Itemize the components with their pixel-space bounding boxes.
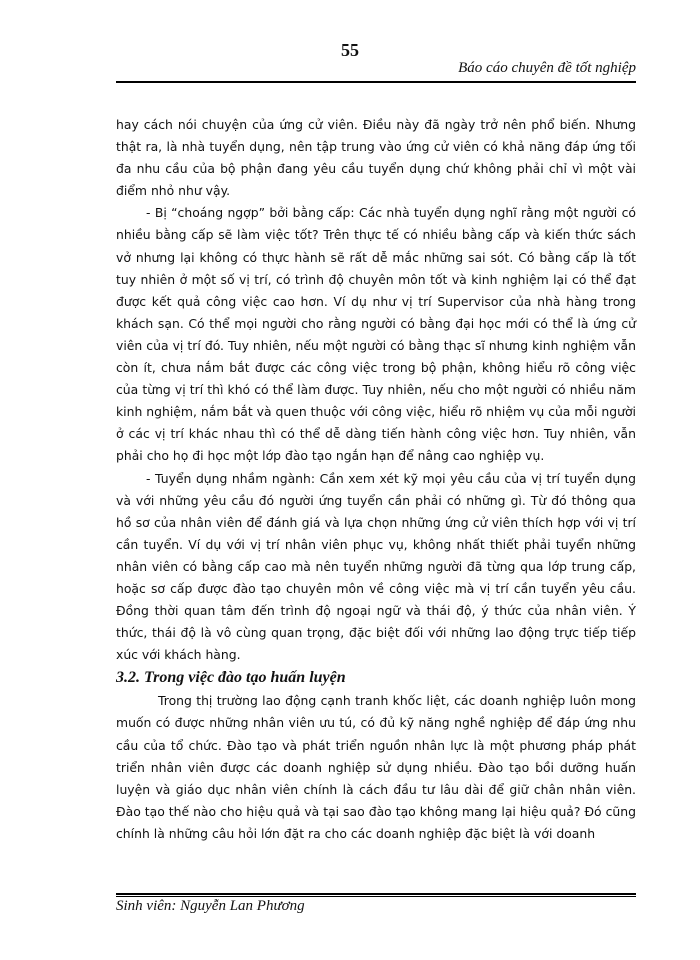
header-rule — [116, 81, 636, 83]
footer-rule-thin — [116, 896, 636, 897]
page-number: 55 — [341, 40, 359, 60]
document-body — [116, 114, 636, 845]
paragraph-2: - Bị “choáng ngợp” bởi bằng cấp: Các nhà tuyển dụng nghĩ rằng một người có nhiều bằng cấp sẽ làm việc tốt? Trên thực tế có nhiều bằng cấp và kiến thức sách vở nhưng lại không có thực hành sẽ rất dễ mắc những sai sót. Có bằng cấp là tốt tuy nhiên ở một số vị trí, có trình độ chuyên môn tốt và kinh nghiệm lại có thể đạt được kết quả công việc cao hơn. Ví dụ như vị trí Supervisor của nhà hàng trong khách sạn. Có thể mọi người cho rằng người có bằng đại học mới có thể là ứng cử viên của vị trí đó. Tuy nhiên, nếu một người có bằng thạc sĩ nhưng kinh nghiệm vẫn còn ít, chưa nắm bắt được các công việc trong bộ phận, không hiểu rõ công việc của từng vị trí thì khó có thể làm được. Tuy nhiên, nếu cho một người có nhiều năm kinh nghiệm, nắm bắt và quen thuộc với công việc, hiểu rõ nhiệm vụ của mỗi người ở các vị trí khác nhau thì có thể dễ dàng tiến hành công việc hơn. Tuy nhiên, vẫn phải cho họ đi học một lớp đào tạo ngắn hạn để nâng cao nghiệp vụ. — [116, 205, 636, 464]
paragraph-1: hay cách nói chuyện của ứng cử viên. Điều này đã ngày trở nên phổ biến. Nhưng thật ra, là nhà tuyển dụng, nên tập trung vào ứng cử viên có khả năng đáp ứng tối đa nhu cầu của bộ phận đang yêu cầu tuyển dụng chứ không phải chỉ vì một vài điểm nhỏ như vậy. — [116, 117, 636, 199]
header-title: Báo cáo chuyên đề tốt nghiệp — [458, 60, 636, 76]
paragraph-3: - Tuyển dụng nhầm ngành: Cần xem xét kỹ mọi yêu cầu của vị trí tuyển dụng và với những yêu cầu đó người ứng tuyển cần phải có những gì. Từ đó thông qua hồ sơ của nhân viên để đánh giá và lựa chọn những ứng cử viên thích hợp với vị trí cần tuyển. Ví dụ với vị trí nhân viên phục vụ, không nhất thiết phải tuyển những nhân viên có bằng cấp cao mà nên tuyển những người đã từng qua lớp trung cấp, hoặc sơ cấp được đào tạo chuyên môn về công việc mà vị trí cần tuyển yêu cầu. Đồng thời quan tâm đến trình độ ngoại ngữ và thái độ, ý thức của nhân viên. Ý thức, thái độ là vô cùng quan trọng, đặc biệt đối với những lao động trực tiếp tiếp xúc với khách hàng. — [116, 470, 636, 663]
footer-student: Sinh viên: Nguyễn Lan Phương — [116, 898, 305, 914]
footer-rule — [116, 893, 636, 895]
paragraph-4: Trong thị trường lao động cạnh tranh khốc liệt, các doanh nghiệp luôn mong muốn có được những nhân viên ưu tú, có đủ kỹ năng nghề nghiệp để đáp ứng nhu cầu của tổ chức. Đào tạo và phát triển nguồn nhân lực là một phương pháp phát triển nhân viên được các doanh nghiệp sử dụng nhiều. Đào tạo bồi dưỡng huấn luyện và giáo dục nhân viên chính là cách đầu tư lâu dài để giữ chân nhân viên. Đào tạo thế nào cho hiệu quả và tại sao đào tạo không mang lại hiệu quả? Đó cũng chính là những câu hỏi lớn đặt ra cho các doanh nghiệp đặc biệt là với doanh — [116, 693, 636, 841]
section-heading: 3.2. Trong việc đào tạo huấn luyện — [116, 669, 346, 687]
